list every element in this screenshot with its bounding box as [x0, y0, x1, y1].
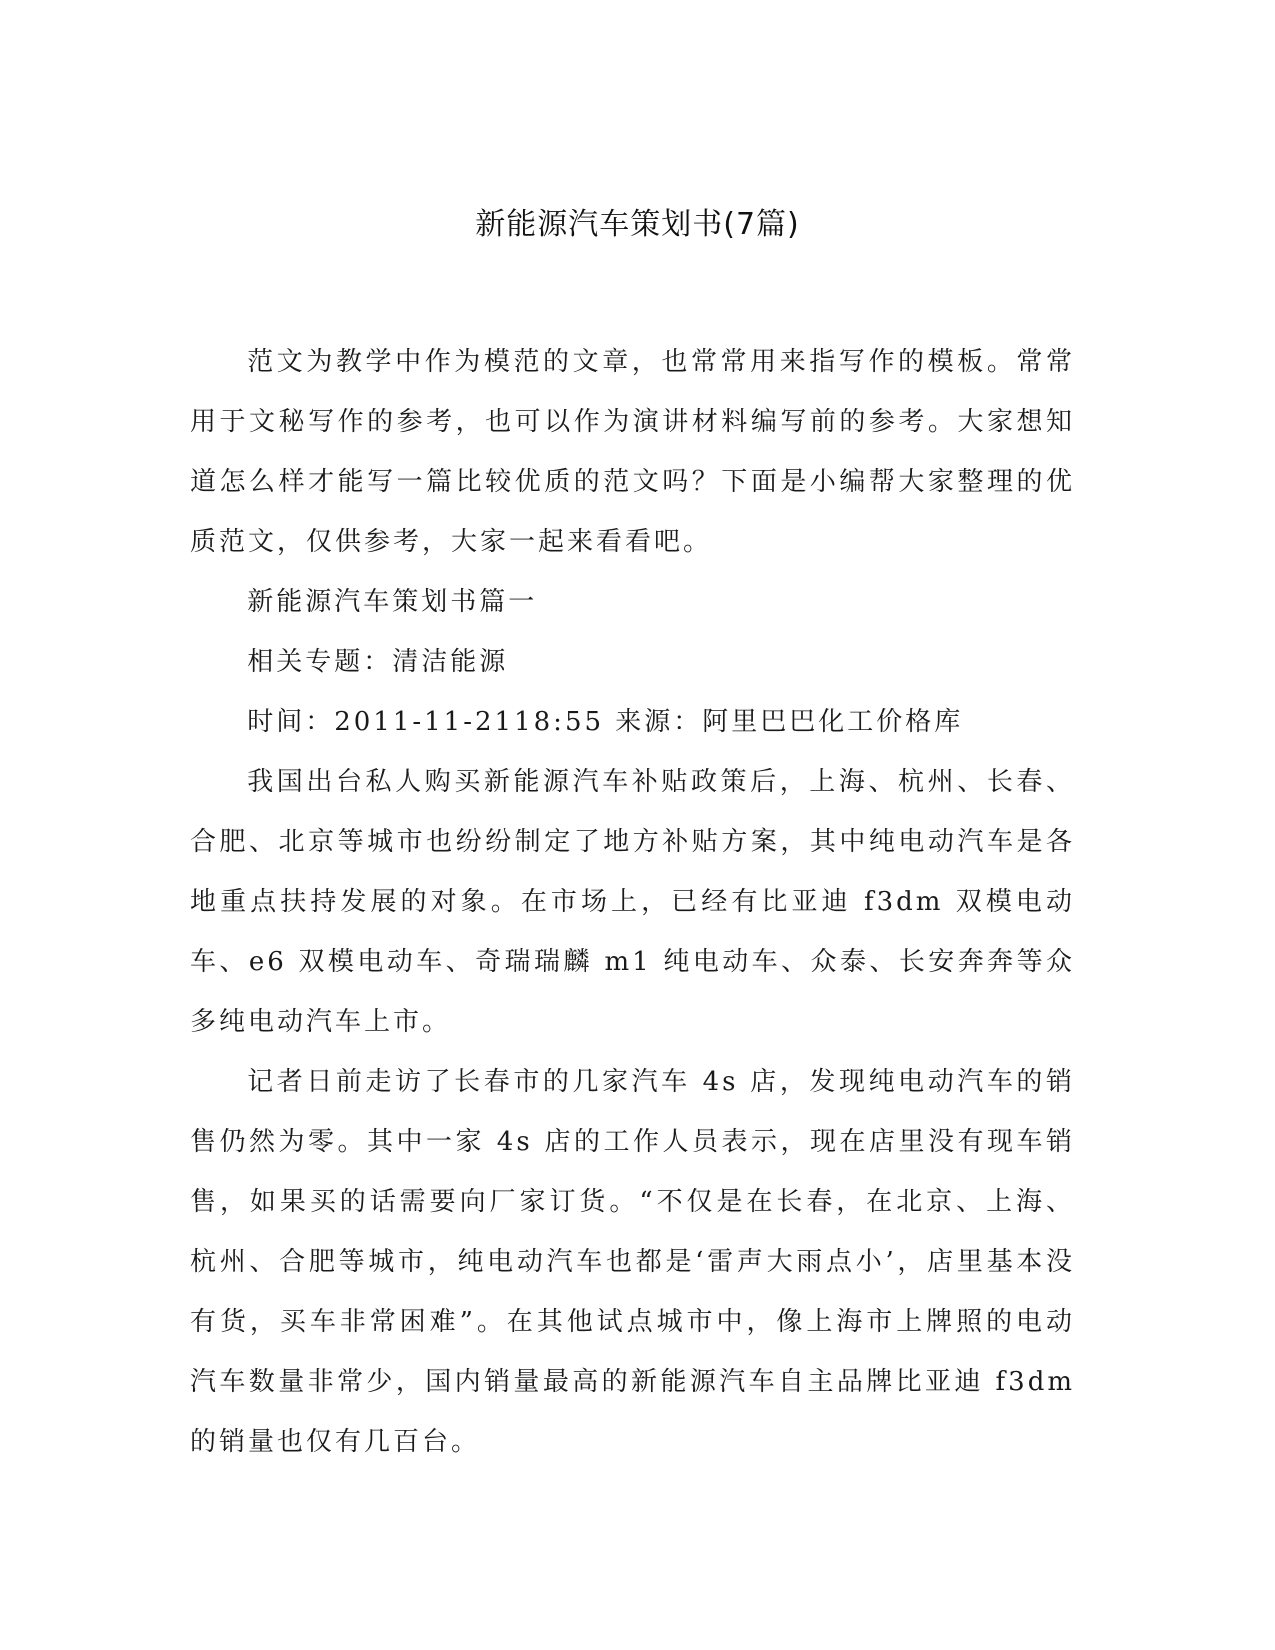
article-meta: 时间：2011-11-2118:55 来源：阿里巴巴化工价格库	[247, 707, 964, 737]
body-paragraph-1: 我国出台私人购买新能源汽车补贴政策后，上海、杭州、长春、合肥、北京等城市也纷纷制定了地方补贴方案，其中纯电动汽车是各地重点扶持发展的对象。在市场上，已经有比亚迪 f3dm 双模电动车、e6 双模电动车、奇瑞瑞麟 m1 纯电动车、众泰、长安奔奔等众多纯电动汽车上市。	[190, 767, 1075, 1037]
document-body	[190, 332, 1075, 1472]
document-title: 新能源汽车策划书(7篇)	[475, 207, 800, 242]
body-paragraph-2: 记者日前走访了长春市的几家汽车 4s 店，发现纯电动汽车的销售仍然为零。其中一家 4s 店的工作人员表示，现在店里没有现车销售，如果买的话需要向厂家订货。“不仅是在长春，在北京、上海、杭州、合肥等城市，纯电动汽车也都是‘雷声大雨点小’，店里基本没有货，买车非常困难”。在其他试点城市中，像上海市上牌照的电动汽车数量非常少，国内销量最高的新能源汽车自主品牌比亚迪 f3dm 的销量也仅有几百台。	[190, 1067, 1075, 1457]
related-topic: 相关专题：清洁能源	[247, 647, 509, 677]
intro-paragraph: 范文为教学中作为模范的文章，也常常用来指写作的模板。常常用于文秘写作的参考，也可以作为演讲材料编写前的参考。大家想知道怎么样才能写一篇比较优质的范文吗？下面是小编帮大家整理的优质范文，仅供参考，大家一起来看看吧。	[190, 347, 1075, 557]
section-heading: 新能源汽车策划书篇一	[247, 587, 538, 617]
